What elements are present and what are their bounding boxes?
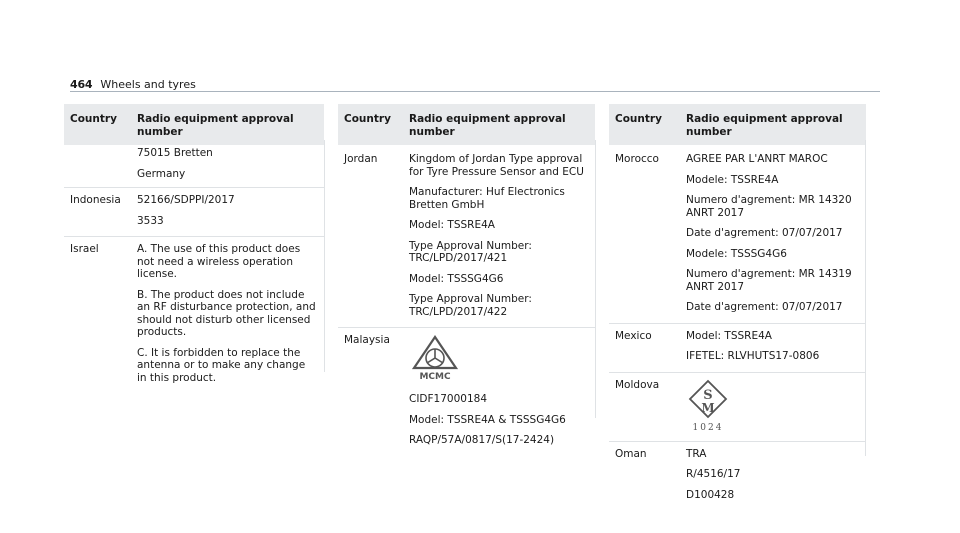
approval-line: Model: TSSRE4A <box>409 219 495 231</box>
country-cell: Jordan <box>344 153 378 165</box>
section-title: Wheels and tyres <box>100 78 196 91</box>
country-cell: Mexico <box>609 323 680 372</box>
country-cell <box>64 145 131 188</box>
column-header-country: Country <box>338 104 403 145</box>
approval-line: Model: TSSRE4A & TSSSG4G6 <box>409 413 566 426</box>
approval-cell <box>403 145 595 328</box>
column-separator <box>595 140 596 418</box>
approval-line: A. The use of this product does not need a wireless operation license. <box>137 243 301 280</box>
country-cell: Indonesia <box>64 188 131 237</box>
svg-text:M: M <box>701 400 715 415</box>
approval-line: Date d'agrement: 07/07/2017 <box>686 301 843 313</box>
approval-line: TRA <box>686 447 707 460</box>
column-header-country: Country <box>609 104 680 145</box>
country-cell: Malaysia <box>338 328 403 450</box>
table-row <box>609 441 866 504</box>
mcmc-certification-logo-icon <box>409 334 461 382</box>
approval-cell <box>680 372 866 441</box>
column-separator <box>865 140 866 456</box>
moldova-mark-number: 1024 <box>692 422 724 433</box>
table-row <box>64 188 324 237</box>
table-row <box>609 145 866 323</box>
moldova-conformity-mark-icon <box>686 379 730 433</box>
column-header-approval: Radio equipment approval number <box>680 104 866 145</box>
table-row <box>338 145 595 328</box>
country-cell: Israel <box>64 237 131 388</box>
approval-line: 3533 <box>137 214 164 227</box>
svg-text:S: S <box>703 387 713 403</box>
approval-cell <box>131 188 324 237</box>
approval-line: 75015 Bretten <box>137 147 213 159</box>
approval-line: Date d'agrement: 07/07/2017 <box>686 227 843 239</box>
approval-table-2 <box>338 104 595 450</box>
country-cell: Morocco <box>615 153 659 165</box>
approval-line: D100428 <box>686 488 735 501</box>
approval-cell <box>131 145 324 188</box>
header-rule <box>70 91 880 92</box>
approval-table-1 <box>64 104 324 387</box>
column-header-approval: Radio equipment approval number <box>131 104 324 145</box>
approval-line: Model: TSSRE4A <box>686 329 772 342</box>
column-header-approval: Radio equipment approval number <box>403 104 595 145</box>
approval-cell <box>680 323 866 372</box>
country-cell: Moldova <box>609 372 680 441</box>
approval-cell <box>680 441 866 504</box>
approval-line: Modele: TSSSG4G6 <box>686 247 787 260</box>
approval-line: Type Approval Number: TRC/LPD/2017/422 <box>409 293 532 318</box>
table-row <box>609 323 866 372</box>
approval-cell <box>131 237 324 388</box>
approval-line: R/4516/17 <box>686 468 741 480</box>
approval-line: RAQP/57A/0817/S(17-2424) <box>409 434 555 446</box>
approval-cell <box>403 328 595 450</box>
approval-line: Manufacturer: Huf Electronics Bretten GmbH <box>409 186 565 211</box>
approval-line: Kingdom of Jordan Type approval for Tyre Pressure Sensor and ECU <box>409 153 584 178</box>
page-header <box>70 73 880 93</box>
approval-line: IFETEL: RLVHUTS17-0806 <box>686 350 820 362</box>
approval-line: B. The product does not include an RF disturbance protection, and should not disturb other licensed products. <box>137 288 316 338</box>
column-separator <box>324 140 325 372</box>
approval-line: Numero d'agrement: MR 14319 ANRT 2017 <box>686 268 852 293</box>
approval-line: Model: TSSSG4G6 <box>409 272 504 285</box>
approval-line: Modele: TSSRE4A <box>686 173 779 186</box>
approval-line: Numero d'agrement: MR 14320 ANRT 2017 <box>686 194 852 219</box>
approval-line: Germany <box>137 167 186 180</box>
approval-line: C. It is forbidden to replace the antenna or to make any change in this product. <box>137 346 306 384</box>
column-header-country: Country <box>64 104 131 145</box>
approval-table-3 <box>609 104 866 504</box>
approval-line: AGREE PAR L'ANRT MAROC <box>686 153 828 165</box>
mcmc-logo-text: MCMC <box>419 372 451 382</box>
approval-line: 52166/SDPPI/2017 <box>137 194 235 206</box>
approval-cell <box>680 145 866 323</box>
table-row <box>338 328 595 450</box>
country-cell: Oman <box>609 441 680 504</box>
approval-line: CIDF17000184 <box>409 393 487 405</box>
table-row <box>64 145 324 188</box>
table-row <box>64 237 324 388</box>
page-number: 464 <box>70 78 93 91</box>
approval-line: Type Approval Number: TRC/LPD/2017/421 <box>409 239 532 264</box>
table-row <box>609 372 866 441</box>
